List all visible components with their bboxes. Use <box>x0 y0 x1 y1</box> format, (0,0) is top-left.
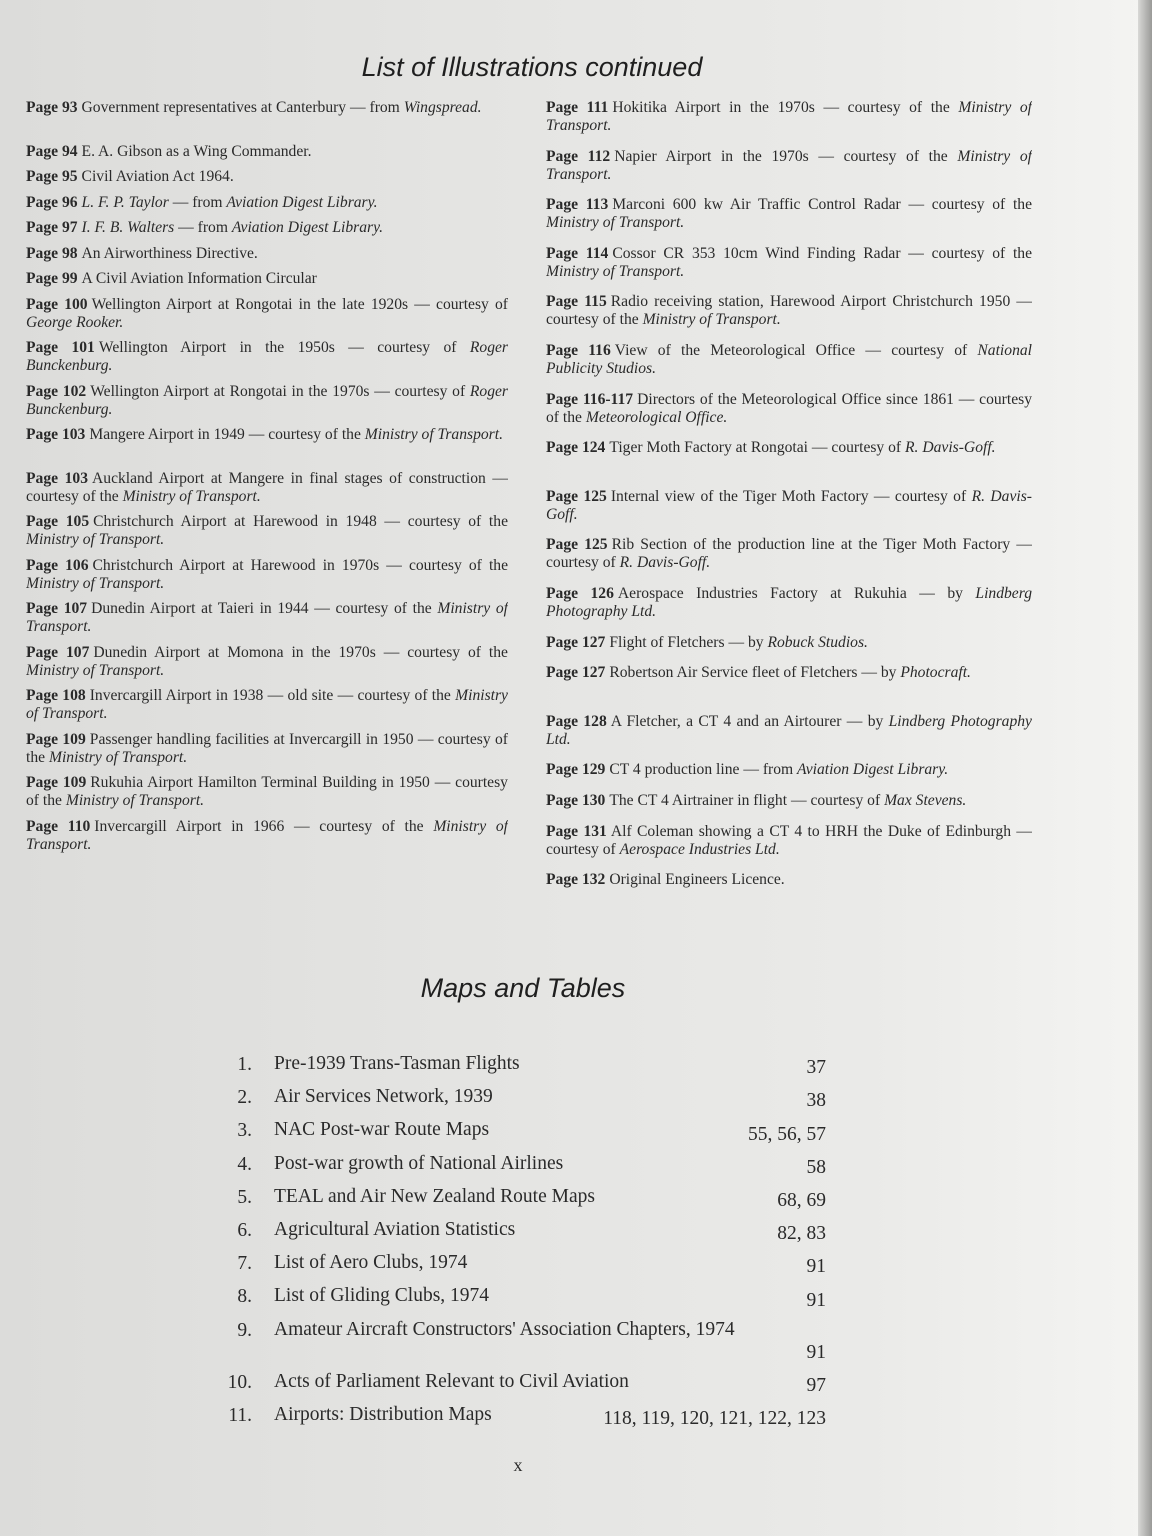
map-title: Acts of Parliament Relevant to Civil Aviation <box>274 1370 629 1392</box>
illustration-page-ref: Page 126 <box>546 584 614 602</box>
illustration-credit: Ministry of Transport. <box>26 687 508 722</box>
illustration-entry <box>546 871 1032 889</box>
map-title: NAC Post-war Route Maps <box>274 1119 490 1141</box>
illustration-page-ref: Page 103 <box>26 469 89 487</box>
illustration-page-ref: Page 110 <box>26 817 91 835</box>
maps-table-row <box>220 1083 830 1116</box>
illustration-page-ref: Page 130 <box>546 791 606 809</box>
illustration-credit: Ministry of Transport. <box>26 817 508 853</box>
illustration-credit: National Publicity Studios. <box>546 341 1032 377</box>
illustration-caption: The CT 4 Airtrainer in flight — courtesy of <box>609 791 885 809</box>
illustration-page-ref: Page 98 <box>26 244 78 262</box>
illustration-entry <box>546 342 1032 378</box>
illustration-caption: Cossor CR 353 10cm Wind Finding Radar — courtesy of the <box>612 244 1032 262</box>
map-title: List of Aero Clubs, 1974 <box>274 1252 468 1274</box>
map-number: 6. <box>237 1219 252 1241</box>
illustration-page-ref: Page 129 <box>546 761 606 779</box>
map-number: 10. <box>227 1371 252 1393</box>
map-number: 3. <box>237 1120 252 1142</box>
maps-table-row <box>220 1050 830 1083</box>
illustration-caption: Radio receiving station, Harewood Airport Christchurch 1950 — courtesy of the <box>546 293 1032 329</box>
illustration-caption: An Airworthiness Directive. <box>81 244 258 262</box>
illustration-caption: Robertson Air Service fleet of Fletchers — by <box>609 664 901 682</box>
illustration-entry <box>26 600 508 636</box>
illustration-caption: Rukuhia Airport Hamilton Terminal Building in 1950 — courtesy of the <box>26 774 508 809</box>
illustration-credit: Aerospace Industries Ltd. <box>619 840 780 858</box>
illustration-credit: Lindberg Photography Ltd. <box>546 584 1032 620</box>
illustration-caption: Internal view of the Tiger Moth Factory — courtesy of <box>610 487 972 505</box>
illustration-caption: CT 4 production line — from <box>609 761 798 779</box>
illustration-credit: R. Davis-Goff. <box>905 439 996 457</box>
illustration-page-ref: Page 109 <box>26 774 87 791</box>
maps-table-row <box>220 1150 830 1183</box>
illustration-caption: Passenger handling facilities at Invercargill in 1950 — courtesy of the <box>26 730 508 766</box>
illustration-page-ref: Page 106 <box>26 556 89 574</box>
illustration-entry <box>26 557 508 593</box>
illustration-caption: Wellington Airport at Rongotai in the late 1920s — courtesy of <box>91 295 508 313</box>
illustration-entry <box>26 513 508 549</box>
illustration-entry <box>26 245 508 263</box>
illustration-page-ref: Page 116-117 <box>546 390 634 408</box>
illustration-caption: E. A. Gibson as a Wing Commander. <box>81 142 312 160</box>
illustration-caption: Original Engineers Licence. <box>609 871 785 889</box>
illustration-caption: Wellington Airport at Rongotai in the 1970s — courtesy of <box>90 382 470 400</box>
illustration-credit: Ministry of Transport. <box>364 426 503 443</box>
maps-tables-title: Maps and Tables <box>420 973 626 1003</box>
illustration-entry <box>546 245 1032 281</box>
illustration-entry <box>546 823 1032 859</box>
illustration-caption: Alf Coleman showing a CT 4 to HRH the Duke of Edinburgh — courtesy of <box>546 822 1032 858</box>
illustration-entry <box>546 634 1032 652</box>
maps-tables-list <box>220 1050 830 1434</box>
illustration-entry <box>546 585 1032 621</box>
illustration-credit: Meteorological Office. <box>585 408 728 426</box>
map-pages: 38 <box>806 1090 826 1112</box>
illustration-credit: Ministry of Transport. <box>546 147 1032 183</box>
illustration-caption: Flight of Fletchers — by <box>609 633 768 651</box>
illustration-entry <box>26 99 508 135</box>
illustration-credit: Ministry of Transport. <box>642 311 781 329</box>
illustration-page-ref: Page 124 <box>546 439 606 457</box>
illustration-credit: Ministry of Transport. <box>546 262 685 280</box>
illustration-caption: A Civil Aviation Information Circular <box>81 270 317 287</box>
map-title: List of Gliding Clubs, 1974 <box>274 1285 490 1307</box>
map-pages: 97 <box>806 1374 826 1396</box>
page-folio: x <box>513 1455 523 1475</box>
map-number: 1. <box>237 1054 252 1075</box>
illustration-credit: R. Davis-Goff. <box>546 487 1032 523</box>
illustration-page-ref: Page 113 <box>546 196 609 214</box>
illustration-credit: Lindberg Photography Ltd. <box>546 712 1032 748</box>
map-pages: 118, 119, 120, 121, 122, 123 <box>603 1407 826 1429</box>
illustration-credit: Wingspread. <box>403 99 482 116</box>
illustration-entry <box>26 296 508 332</box>
illustration-caption: Christchurch Airport at Harewood in 1948 — courtesy of the <box>93 513 508 530</box>
illustration-entry <box>26 818 508 854</box>
illustration-credit: Max Stevens. <box>884 791 967 809</box>
map-title: Air Services Network, 1939 <box>274 1086 493 1108</box>
illustration-entry <box>546 713 1032 749</box>
map-number: 8. <box>237 1286 252 1308</box>
illustration-caption: Christchurch Airport at Harewood in 1970s — courtesy of the <box>92 556 508 574</box>
illustration-caption: — from <box>168 193 227 211</box>
illustration-credit: L. F. P. Taylor <box>81 193 169 211</box>
illustration-entry <box>546 488 1032 524</box>
illustration-page-ref: Page 107 <box>26 600 88 617</box>
illustration-caption: Invercargill Airport in 1966 — courtesy of the <box>94 817 434 835</box>
maps-table-row <box>220 1316 830 1368</box>
maps-table-row <box>220 1216 830 1249</box>
illustration-entry <box>26 194 508 212</box>
illustration-caption: Marconi 600 kw Air Traffic Control Radar — courtesy of the <box>612 196 1032 214</box>
illustration-entry <box>546 99 1032 135</box>
illustration-entry <box>26 270 508 288</box>
map-title: Agricultural Aviation Statistics <box>274 1218 516 1240</box>
illustration-page-ref: Page 127 <box>546 664 606 682</box>
map-title: TEAL and Air New Zealand Route Maps <box>274 1185 595 1207</box>
map-title: Post-war growth of National Airlines <box>274 1152 564 1174</box>
illustration-entry <box>546 293 1032 329</box>
page-edge-shadow <box>1138 0 1152 1536</box>
illustration-caption: Dunedin Airport at Momona in the 1970s — courtesy of the <box>93 643 508 661</box>
map-number: 9. <box>237 1319 252 1341</box>
illustration-credit: Ministry of Transport. <box>26 661 165 679</box>
illustration-entry <box>546 196 1032 232</box>
map-pages: 91 <box>806 1289 826 1311</box>
illustration-page-ref: Page 93 <box>26 99 78 116</box>
map-number: 2. <box>237 1087 252 1109</box>
illustration-caption: Government representatives at Canterbury — from <box>81 99 404 116</box>
illustration-entry <box>546 792 1032 810</box>
illustration-credit: Ministry of Transport. <box>26 600 508 635</box>
maps-table-row <box>220 1401 830 1434</box>
map-number: 5. <box>237 1186 252 1208</box>
illustration-caption: Invercargill Airport in 1938 — old site — courtesy of the <box>89 687 456 704</box>
illustration-caption: Hokitika Airport in the 1970s — courtesy of the <box>612 99 959 116</box>
illustration-credit: Photocraft. <box>900 664 971 682</box>
illustration-caption: Wellington Airport in the 1950s — courtesy of <box>98 339 470 356</box>
illustration-credit: Aviation Digest Library. <box>231 219 384 236</box>
illustration-caption: Tiger Moth Factory at Rongotai — courtesy of <box>609 439 906 457</box>
page-title: List of Illustrations continued <box>361 52 703 82</box>
illustration-page-ref: Page 112 <box>546 147 611 165</box>
illustration-page-ref: Page 100 <box>26 295 88 313</box>
map-number: 7. <box>237 1253 252 1275</box>
illustration-caption: Rib Section of the production line at the Tiger Moth Factory — courtesy of <box>546 536 1032 572</box>
illustration-page-ref: Page 111 <box>546 99 609 116</box>
map-title: Pre-1939 Trans-Tasman Flights <box>274 1053 520 1074</box>
maps-table-row <box>220 1368 830 1401</box>
illustration-entry <box>26 644 508 680</box>
illustration-page-ref: Page 132 <box>546 871 606 889</box>
illustration-page-ref: Page 102 <box>26 382 87 400</box>
maps-table-row <box>220 1282 830 1315</box>
illustration-page-ref: Page 115 <box>546 293 607 311</box>
illustration-credit: R. Davis-Goff. <box>619 554 711 572</box>
map-title: Amateur Aircraft Constructors' Association Chapters, 1974 <box>274 1318 735 1340</box>
illustration-page-ref: Page 94 <box>26 142 78 160</box>
illustration-page-ref: Page 105 <box>26 513 90 530</box>
illustration-credit: Ministry of Transport. <box>546 214 685 232</box>
illustration-page-ref: Page 116 <box>546 341 611 359</box>
illustration-caption: Dunedin Airport at Taieri in 1944 — courtesy of the <box>91 600 438 617</box>
illustration-entry <box>546 536 1032 572</box>
illustration-credit: I. F. B. Walters <box>81 219 175 236</box>
illustration-entry <box>26 168 508 186</box>
map-pages: 91 <box>806 1256 826 1278</box>
illustration-caption: — from <box>174 219 232 236</box>
maps-table-row <box>220 1249 830 1282</box>
illustrations-left-column <box>26 99 508 861</box>
illustration-entry <box>26 426 508 462</box>
illustrations-right-column <box>546 99 1032 902</box>
illustration-caption: Auckland Airport at Mangere in final stages of construction — courtesy of the <box>26 469 508 505</box>
illustration-page-ref: Page 101 <box>26 339 95 356</box>
illustration-credit: Ministry of Transport. <box>26 531 165 548</box>
illustration-caption: Aerospace Industries Factory at Rukuhia — by <box>617 584 976 602</box>
map-pages: 68, 69 <box>777 1189 826 1211</box>
map-number: 4. <box>237 1153 252 1175</box>
illustration-entry <box>546 664 1032 700</box>
map-pages: 58 <box>806 1156 826 1178</box>
illustration-entry <box>26 339 508 375</box>
illustration-page-ref: Page 103 <box>26 426 86 443</box>
illustration-credit: Ministry of Transport. <box>546 99 1032 134</box>
illustration-caption: Mangere Airport in 1949 — courtesy of the <box>89 426 365 443</box>
illustration-page-ref: Page 131 <box>546 822 607 840</box>
map-number: 11. <box>228 1404 252 1426</box>
illustration-entry <box>26 774 508 810</box>
illustration-page-ref: Page 125 <box>546 536 608 554</box>
illustration-credit: Robuck Studios. <box>767 633 868 651</box>
map-pages: 55, 56, 57 <box>748 1123 826 1145</box>
illustration-caption: A Fletcher, a CT 4 and an Airtourer — by <box>610 712 889 730</box>
map-pages: 37 <box>806 1057 826 1079</box>
illustration-page-ref: Page 95 <box>26 168 78 185</box>
illustration-credit: Aviation Digest Library. <box>797 761 949 779</box>
illustration-page-ref: Page 108 <box>26 687 86 704</box>
illustration-credit: Ministry of Transport. <box>26 574 165 592</box>
maps-table-row <box>220 1116 830 1149</box>
illustration-caption: Civil Aviation Act 1964. <box>81 168 234 185</box>
map-pages: 91 <box>806 1341 826 1363</box>
illustration-caption: Directors of the Meteorological Office since 1861 — courtesy of the <box>546 390 1032 426</box>
illustration-page-ref: Page 127 <box>546 633 606 651</box>
illustration-page-ref: Page 114 <box>546 244 609 262</box>
illustration-credit: Ministry of Transport. <box>48 748 188 766</box>
illustration-credit: Ministry of Transport. <box>65 792 205 809</box>
illustration-page-ref: Page 107 <box>26 643 90 661</box>
illustration-entry <box>546 391 1032 427</box>
illustration-page-ref: Page 125 <box>546 487 607 505</box>
illustration-page-ref: Page 99 <box>26 270 78 287</box>
illustration-page-ref: Page 97 <box>26 219 78 236</box>
illustration-entry <box>26 731 508 767</box>
illustration-entry <box>26 470 508 506</box>
maps-table-row <box>220 1183 830 1216</box>
illustration-credit: Ministry of Transport. <box>122 487 261 505</box>
illustration-page-ref: Page 109 <box>26 730 86 748</box>
illustration-page-ref: Page 128 <box>546 712 607 730</box>
illustration-entry <box>26 687 508 723</box>
illustration-entry <box>546 761 1032 779</box>
illustration-credit: Roger Bunckenburg. <box>26 339 508 374</box>
map-title: Airports: Distribution Maps <box>274 1403 492 1425</box>
illustration-credit: George Rooker. <box>26 313 124 331</box>
illustration-entry <box>546 148 1032 184</box>
illustration-entry <box>26 143 508 161</box>
map-pages: 82, 83 <box>777 1223 826 1245</box>
illustration-caption: View of the Meteorological Office — courtesy of <box>614 341 978 359</box>
illustration-page-ref: Page 96 <box>26 193 78 211</box>
illustration-caption: Napier Airport in the 1970s — courtesy of the <box>614 147 958 165</box>
illustration-entry <box>26 383 508 419</box>
illustration-credit: Aviation Digest Library. <box>226 193 378 211</box>
illustration-entry <box>546 439 1032 475</box>
illustration-entry <box>26 219 508 237</box>
illustration-credit: Roger Bunckenburg. <box>26 382 508 418</box>
